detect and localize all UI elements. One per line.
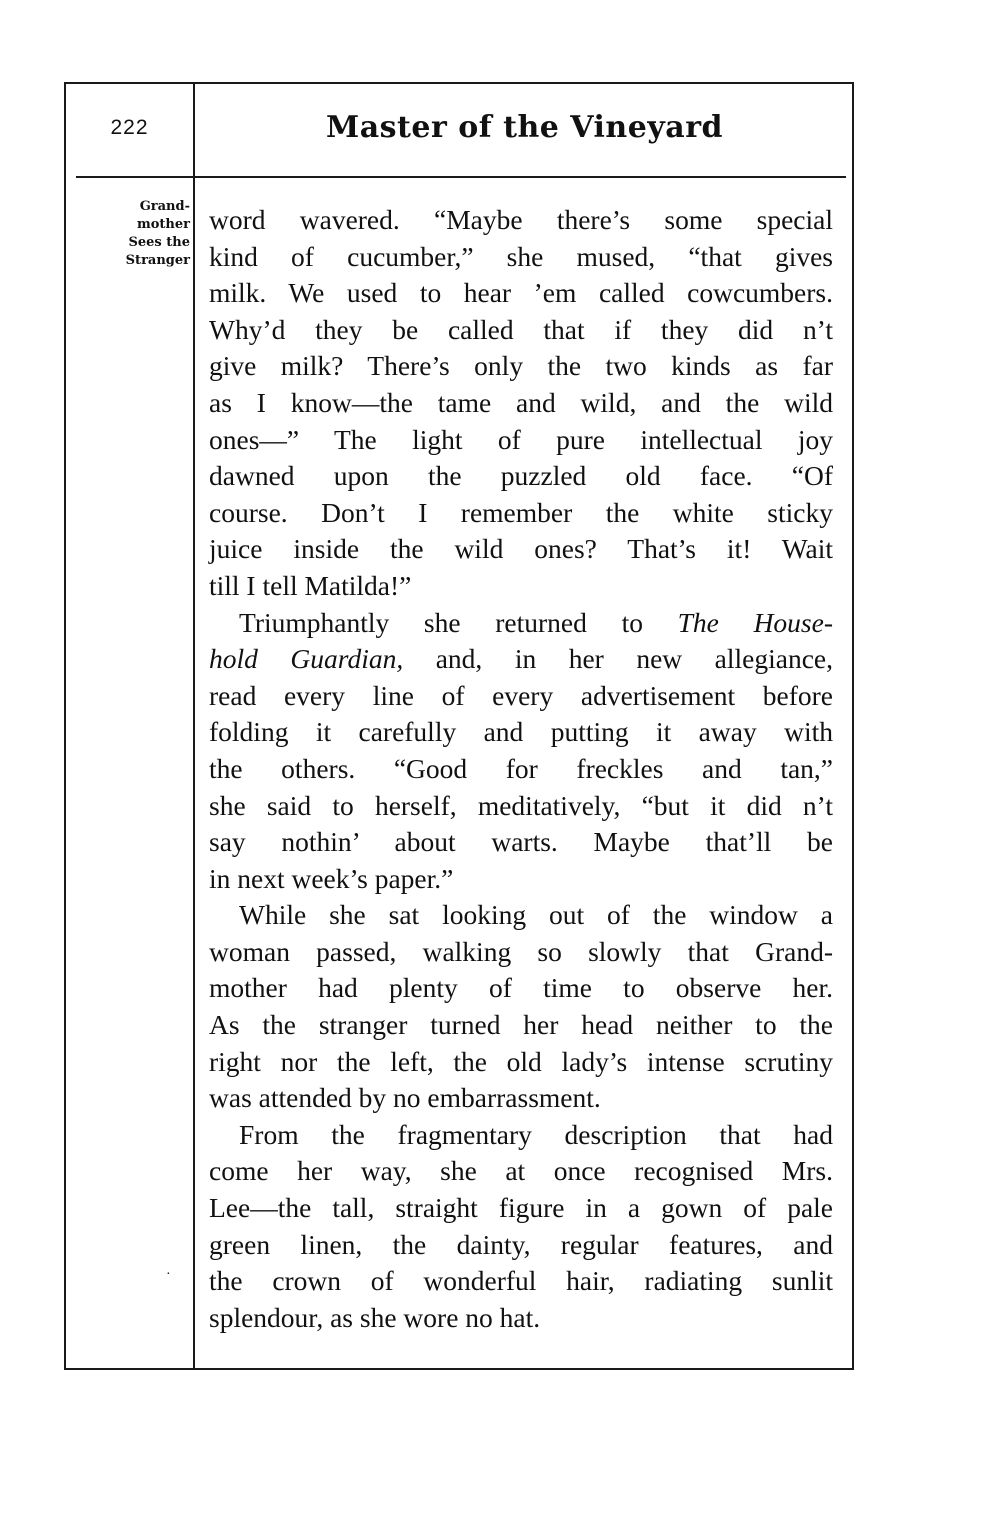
text-line: splendour, as she wore no hat.	[209, 1301, 541, 1333]
text-line: read every line of every advertisement before	[209, 679, 833, 711]
margin-note	[68, 198, 190, 270]
page-number: 222	[110, 116, 149, 139]
text-line: was attended by no embarrassment.	[209, 1082, 601, 1114]
text-line: woman passed, walking so slowly that Grand-	[209, 935, 833, 967]
text-line: green linen, the dainty, regular features, and	[209, 1228, 833, 1260]
text-line: As the stranger turned her head neither to the	[209, 1009, 833, 1041]
column-rule	[193, 84, 195, 1368]
running-title: Master of the Vineyard	[326, 110, 723, 145]
text-line: come her way, she at once recognised Mrs.	[209, 1155, 833, 1187]
margin-mark: ·	[166, 1267, 171, 1282]
text-line: From the fragmentary description that had	[239, 1118, 833, 1150]
text-line: dawned upon the puzzled old face. “Of	[209, 460, 833, 492]
text-line	[209, 605, 833, 642]
text-line: she said to herself, meditatively, “but it did n’t	[209, 789, 833, 821]
text-line: juice inside the wild ones? That’s it! Wait	[209, 533, 833, 565]
body-text	[209, 202, 833, 1336]
text-line: folding it carefully and putting it away with	[209, 716, 833, 748]
italic-title: The House-	[677, 606, 833, 638]
text-line: word wavered. “Maybe there’s some special	[209, 204, 833, 235]
margin-note-line: mother	[136, 217, 190, 232]
text-line: give milk? There’s only the two kinds as far	[209, 350, 833, 382]
text-line: ones—” The light of pure intellectual joy	[209, 423, 833, 455]
text-line: till I tell Matilda!”	[209, 569, 412, 601]
text-line: While she sat looking out of the window a	[239, 899, 833, 931]
text-line	[209, 641, 833, 678]
text-line: as I know—the tame and wild, and the wild	[209, 386, 833, 418]
text-line: the others. “Good for freckles and tan,”	[209, 752, 833, 784]
margin-note-line: Sees the	[128, 235, 190, 250]
text-line: Why’d they be called that if they did n’t	[209, 313, 833, 345]
page-frame	[64, 82, 854, 1370]
margin-note-line: Grand-	[139, 199, 190, 214]
text-run: and, in her new allegiance,	[403, 643, 833, 675]
text-line: course. Don’t I remember the white sticky	[209, 496, 833, 528]
text-line: the crown of wonderful hair, radiating sunlit	[209, 1265, 833, 1297]
text-line: mother had plenty of time to observe her.	[209, 972, 833, 1004]
text-line: say nothin’ about warts. Maybe that’ll be	[209, 826, 833, 858]
text-line: kind of cucumber,” she mused, “that gives	[209, 240, 833, 272]
text-run: Triumphantly she returned to	[239, 606, 678, 638]
text-line: right nor the left, the old lady’s intense scrutiny	[209, 1045, 833, 1077]
text-line: milk. We used to hear ’em called cowcumbers.	[209, 277, 833, 309]
italic-title: hold Guardian,	[209, 643, 404, 675]
header-rule	[76, 176, 846, 178]
margin-note-line: Stranger	[125, 253, 190, 268]
text-line: in next week’s paper.”	[209, 862, 454, 894]
text-line: Lee—the tall, straight figure in a gown of pale	[209, 1192, 833, 1224]
